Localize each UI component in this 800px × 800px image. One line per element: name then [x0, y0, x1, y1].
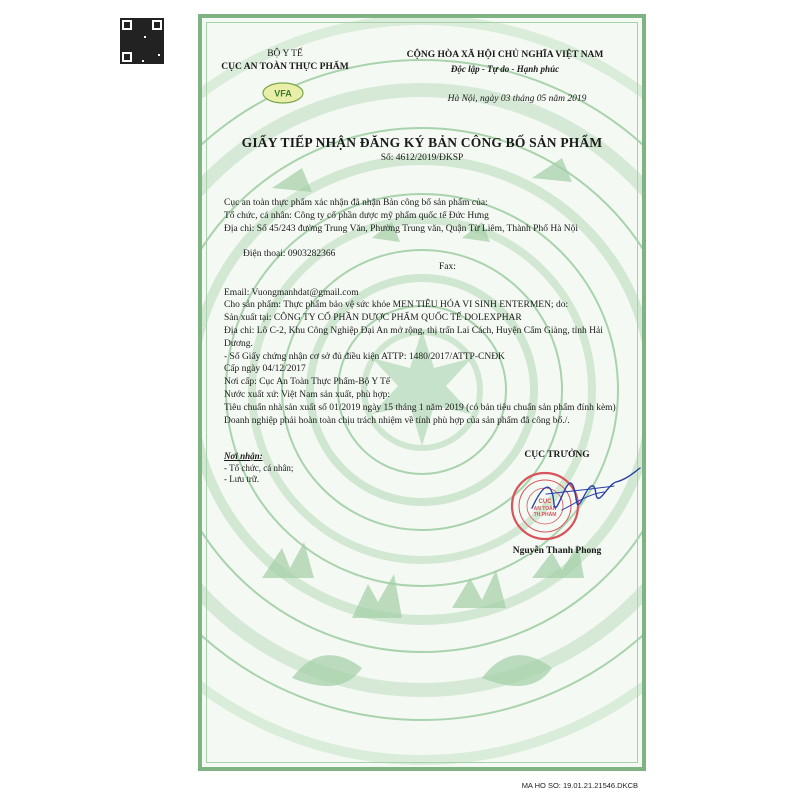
- recipients-label: Nơi nhận:: [224, 451, 263, 461]
- signer-name: Nguyễn Thanh Phong: [512, 546, 602, 556]
- document-body: [224, 197, 624, 427]
- address-line: Địa chỉ: Số 45/243 đường Trung Văn, Phường Trung văn, Quận Từ Liêm, Thành Phố Hà Nội: [224, 223, 579, 234]
- contact-row: [224, 235, 624, 286]
- intro-line: Cục an toàn thực phẩm xác nhận đã nhận Bản công bố sản phẩm của:: [224, 198, 488, 208]
- ministry-name: BỘ Y TẾ: [267, 49, 303, 59]
- dateline: Hà Nội, ngày 03 tháng 05 năm 2019: [447, 94, 587, 104]
- handwritten-signature: [524, 464, 644, 526]
- svg-text:AN TOÀN: AN TOÀN: [533, 506, 557, 512]
- qr-code: [120, 18, 164, 64]
- issue-date-line: Cấp ngày 04/12/2017: [224, 364, 306, 375]
- nation-name: CỘNG HÒA XÃ HỘI CHỦ NGHĨA VIỆT NAM: [406, 50, 604, 60]
- recipients-block: [224, 451, 293, 486]
- vfa-logo: [262, 82, 304, 104]
- header-right: [370, 48, 640, 76]
- national-motto: Độc lập - Tự do - Hạnh phúc: [450, 64, 560, 74]
- standard-line: Tiêu chuẩn nhà sản xuất số 01/2019 ngày 15 tháng 1 năm 2019 (có bản tiêu chuẩn sản phẩm đính kèm): [224, 402, 616, 413]
- origin-line: Nước xuất xứ: Việt Nam sản xuất, phù hợp:: [224, 389, 391, 400]
- certificate-document: [198, 14, 646, 771]
- email-line: Email: Vuongmanhdat@gmail.com: [224, 287, 359, 298]
- chief-title: CỤC TRƯỞNG: [524, 450, 590, 460]
- product-line: Cho sản phẩm: Thực phẩm bảo vệ sức khỏe MEN TIÊU HÓA VI SINH ENTERMEN; do:: [224, 300, 569, 311]
- organization-line: Tổ chức, cá nhân: Công ty cổ phần dược mỹ phẩm quốc tế Đức Hưng: [224, 210, 489, 221]
- phone-line: Điện thoại: 0903282366: [243, 249, 336, 260]
- recipient-item: - Tổ chức, cá nhân;: [224, 462, 294, 473]
- svg-text:TH.PHẨM: TH.PHẨM: [533, 512, 557, 518]
- producer-line: Sản xuất tại: CÔNG TY CỔ PHẦN DƯỢC PHẨM QUỐC TẾ DOLEXPHAR: [224, 313, 522, 324]
- document-number: Số: 4612/2019/ĐKSP: [380, 153, 464, 163]
- document-title: GIẤY TIẾP NHẬN ĐĂNG KÝ BẢN CÔNG BỐ SẢN PHẨM: [241, 135, 603, 150]
- recipient-item: - Lưu trữ.: [224, 474, 259, 484]
- responsibility-line: Doanh nghiệp phải hoàn toàn chịu trách nhiệm về tính phù hợp của sản phẩm đã công bố./.: [224, 415, 570, 426]
- file-code: MA HO SO: 19.01.21.21546.DKCB: [521, 781, 638, 790]
- svg-text:VFA: VFA: [274, 88, 292, 99]
- agency-name: CỤC AN TOÀN THỰC PHẨM: [221, 62, 349, 72]
- header-left: [210, 48, 360, 74]
- issuer-line: Nơi cấp: Cục An Toàn Thực Phẩm-Bộ Y Tế: [224, 377, 391, 388]
- svg-text:CỤC: CỤC: [538, 499, 552, 505]
- fax-line: Fax:: [439, 261, 456, 272]
- producer-address-line: Địa chỉ: Lô C-2, Khu Công Nghiệp Đại An mở rộng, thị trấn Lai Cách, Huyện Cẩm Giàng, tỉnh Hải Dương.: [224, 325, 606, 349]
- certificate-line: - Số Giấy chứng nhận cơ sở đủ điều kiện ATTP: 1480/2017/ATTP-CNĐK: [224, 351, 505, 362]
